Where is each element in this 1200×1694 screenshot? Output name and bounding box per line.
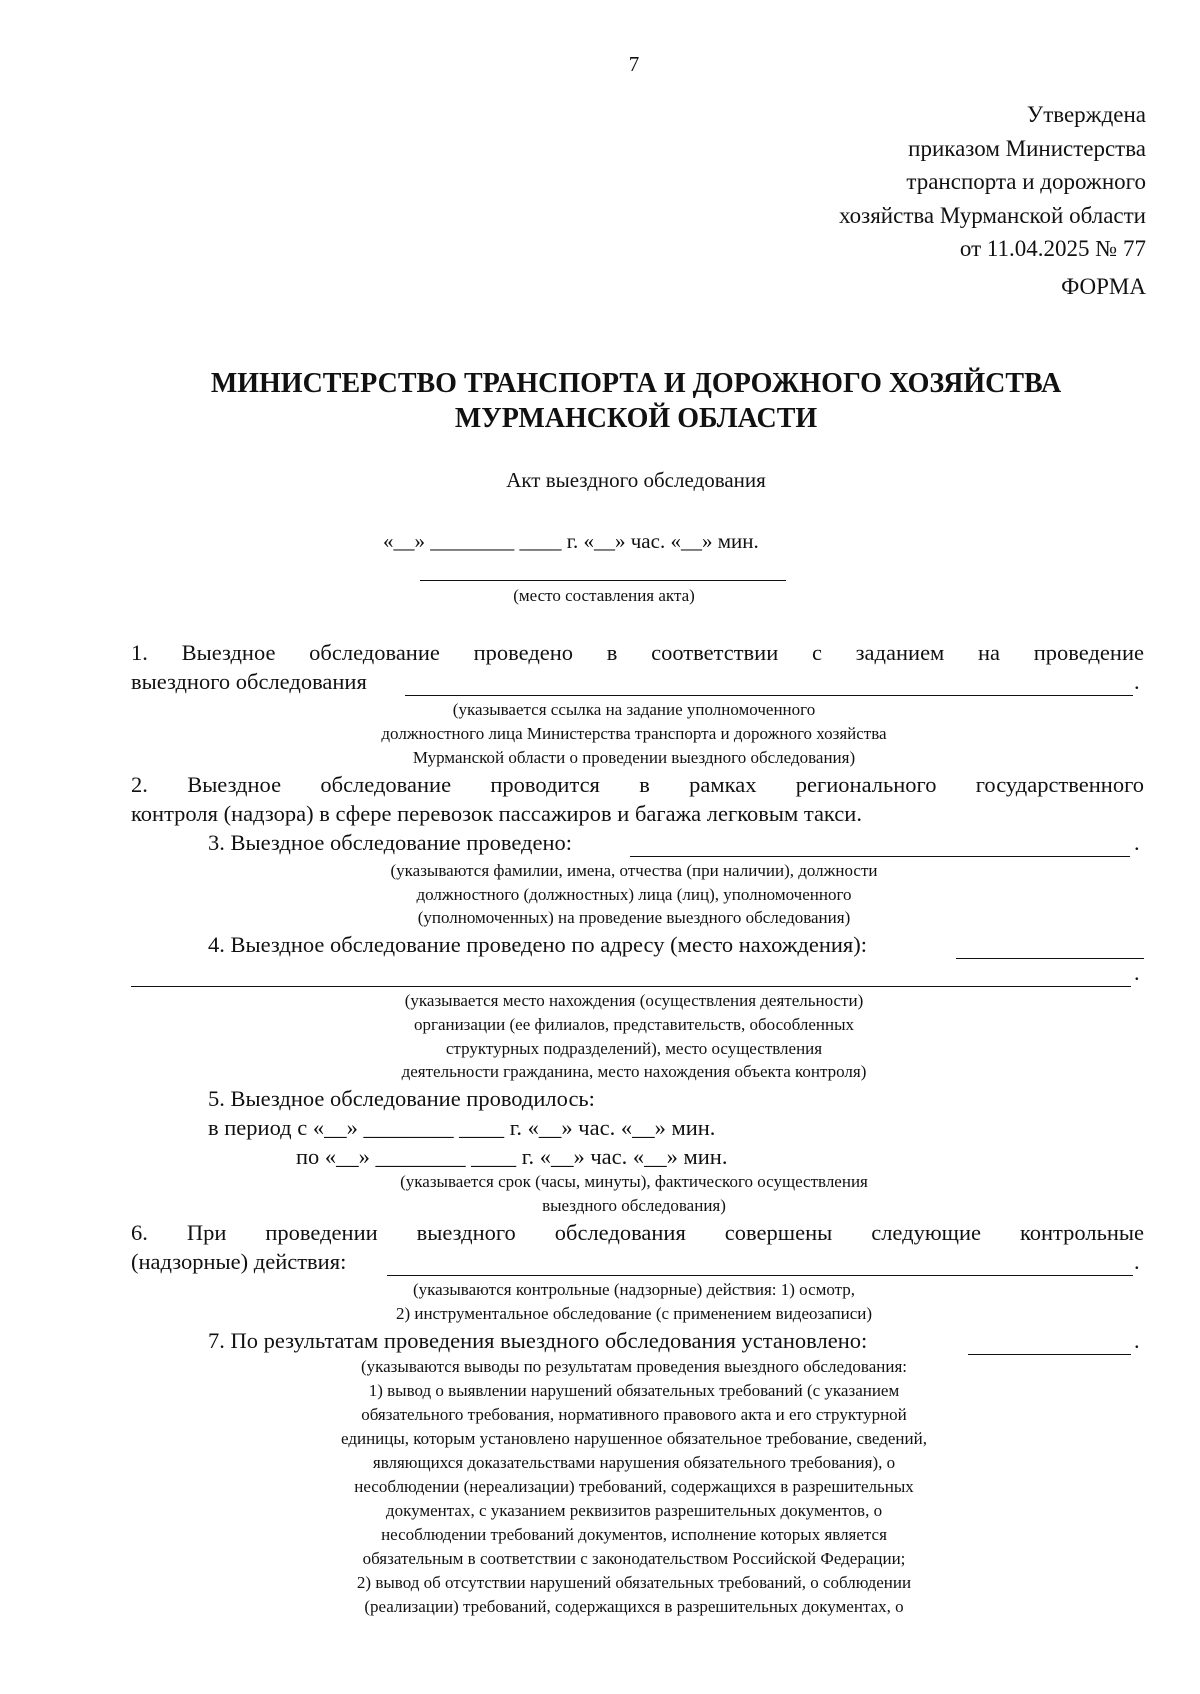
item4-caption: организации (ее филиалов, представительств, обособленных: [413, 1015, 855, 1034]
item4-caption: деятельности гражданина, место нахождения объекта контроля): [401, 1062, 867, 1081]
period: .: [1134, 669, 1140, 694]
item1-caption: должностного лица Министерства транспорта и дорожного хозяйства: [381, 724, 887, 743]
item2-line2: контроля (надзора) в сфере перевозок пассажиров и багажа легковым такси.: [131, 801, 862, 826]
item5-period-to: по «__» ________ ____ г. «__» час. «__» мин.: [296, 1144, 728, 1169]
item4-underline-full: [131, 986, 1131, 987]
approval-line: приказом Министерства: [908, 135, 1146, 161]
item6-line1: 6. При проведении выездного обследования совершены следующие контрольные: [131, 1220, 1144, 1245]
item3-caption: (указываются фамилии, имена, отчества (при наличии), должности: [390, 861, 878, 880]
approval-line: Утверждена: [1026, 102, 1146, 127]
item7-caption: обязательного требования, нормативного правового акта и его структурной: [361, 1405, 907, 1424]
approval-line: от 11.04.2025 № 77: [959, 236, 1146, 261]
item7-caption: единицы, которым установлено нарушенное обязательное требование, сведений,: [341, 1429, 927, 1448]
page-number: 7: [628, 52, 640, 76]
item7-caption: 2) вывод об отсутствии нарушений обязательных требований, о соблюдении: [356, 1573, 912, 1592]
item7-caption: (указываются выводы по результатам проведения выездного обследования:: [360, 1357, 908, 1376]
item4-line1: 4. Выездное обследование проведено по адресу (место нахождения):: [208, 932, 868, 957]
title-line: МИНИСТЕРСТВО ТРАНСПОРТА И ДОРОЖНОГО ХОЗЯЙСТВА: [210, 368, 1062, 399]
item7-caption: документах, с указанием реквизитов разрешительных документов, о: [385, 1501, 883, 1520]
item1-caption: (указывается ссылка на задание уполномоченного: [452, 700, 816, 719]
item7-caption: обязательным в соответствии с законодательством Российской Федерации;: [362, 1549, 906, 1568]
item1-underline: [405, 695, 1133, 696]
item6-caption: (указываются контрольные (надзорные) действия: 1) осмотр,: [412, 1280, 856, 1299]
place-underline: [420, 580, 786, 581]
item4-underline: [956, 958, 1144, 959]
item2-line1: 2. Выездное обследование проводится в рамках регионального государственного: [131, 772, 1144, 797]
item5-caption: (указывается срок (часы, минуты), фактического осуществления: [400, 1172, 868, 1191]
item7-caption: 1) вывод о выявлении нарушений обязательных требований (с указанием: [368, 1381, 900, 1400]
item4-caption: (указывается место нахождения (осуществления деятельности): [404, 991, 864, 1010]
period: .: [1134, 960, 1140, 985]
approval-line: хозяйства Мурманской области: [839, 202, 1146, 228]
item7-caption: являющихся доказательствами нарушения обязательного требования), о: [372, 1453, 896, 1472]
item7-caption: несоблюдении (нереализации) требований, содержащихся в разрешительных: [354, 1477, 914, 1496]
act-date-line: «__» ________ ____ г. «__» час. «__» мин.: [383, 529, 759, 553]
period: .: [1134, 830, 1140, 855]
item7-underline: [968, 1354, 1131, 1355]
period: .: [1134, 1328, 1140, 1353]
item1-line2: выездного обследования: [131, 669, 367, 694]
title-line: МУРМАНСКОЙ ОБЛАСТИ: [454, 403, 818, 434]
item1-caption: Мурманской области о проведении выездного обследования): [412, 748, 856, 767]
form-label: ФОРМА: [1061, 274, 1146, 299]
item3-caption: (уполномоченных) на проведение выездного обследования): [417, 908, 851, 927]
period: .: [1134, 1249, 1140, 1274]
item7-caption: (реализации) требований, содержащихся в разрешительных документах, о: [364, 1597, 904, 1616]
item3-caption: должностного (должностных) лица (лиц), уполномоченного: [416, 885, 852, 904]
item4-caption: структурных подразделений), место осуществления: [445, 1039, 823, 1058]
item5-caption: выездного обследования): [542, 1196, 726, 1215]
item6-caption: 2) инструментальное обследование (с применением видеозаписи): [395, 1304, 873, 1323]
approval-line: транспорта и дорожного: [906, 169, 1146, 194]
place-caption: (место составления акта): [513, 586, 695, 605]
item1-line1: 1. Выездное обследование проведено в соответствии с заданием на проведение: [131, 640, 1144, 665]
ministry-title: [0, 366, 1200, 436]
item3-underline: [630, 856, 1130, 857]
item7-line1: 7. По результатам проведения выездного обследования установлено:: [208, 1328, 868, 1353]
item5-period-from: в период с «__» ________ ____ г. «__» час. «__» мин.: [208, 1115, 716, 1140]
item7-caption: несоблюдении требований документов, исполнение которых является: [381, 1525, 887, 1544]
item3-line1: 3. Выездное обследование проведено:: [208, 830, 572, 855]
item5-line1: 5. Выездное обследование проводилось:: [208, 1086, 595, 1111]
item6-underline: [387, 1275, 1133, 1276]
item6-line2: (надзорные) действия:: [131, 1249, 347, 1274]
act-title: Акт выездного обследования: [506, 468, 766, 492]
approval-block: [839, 98, 1146, 266]
